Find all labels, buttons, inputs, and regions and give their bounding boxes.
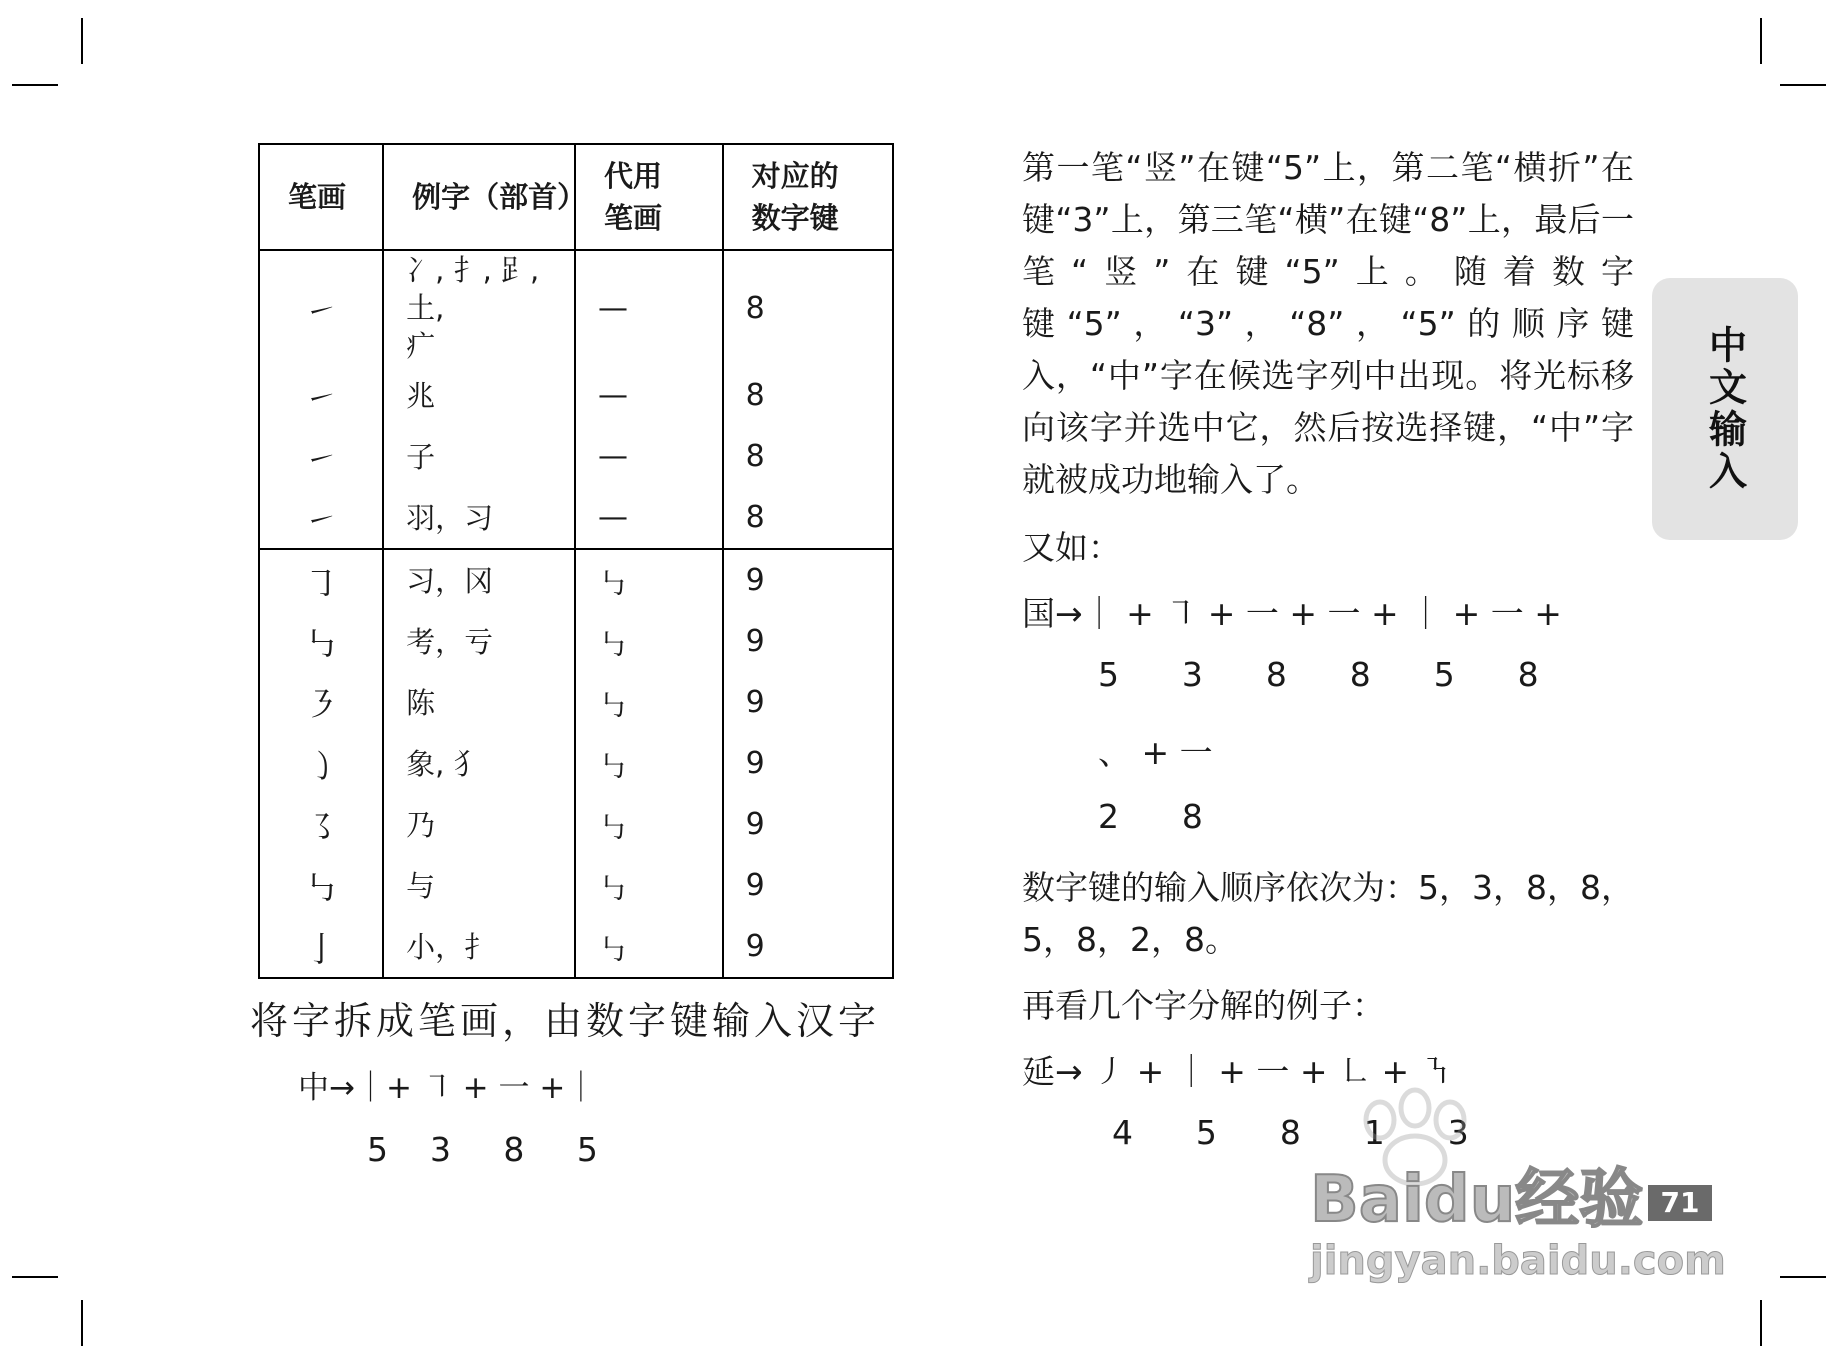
table-row (259, 487, 893, 549)
alt-stroke-cell: ㇉ (575, 794, 723, 855)
stroke-cell: ㇉ (259, 855, 383, 916)
chapter-side-tab (1652, 278, 1798, 540)
stroke-cell: ㇀ (259, 365, 383, 426)
also-label: 又如： (1022, 528, 1121, 567)
guo-digits-2: 2 8 (1098, 797, 1203, 836)
number-key-cell: 9 (723, 794, 893, 855)
table-row (259, 733, 893, 794)
section-title: 将字拆成笔画，由数字键输入汉字 (250, 999, 881, 1043)
stroke-cell: 亅 (259, 916, 383, 978)
example-cell: 陈 (383, 672, 575, 733)
page-number: 71 (1648, 1185, 1712, 1221)
example-cell: 小，扌 (383, 916, 575, 978)
alt-stroke-cell: — (575, 426, 723, 487)
table-row (259, 426, 893, 487)
number-key-cell: 9 (723, 733, 893, 794)
alt-stroke-cell: ㇉ (575, 855, 723, 916)
example-cell: 子 (383, 426, 575, 487)
header-number-key: 对应的 数字键 (723, 144, 893, 250)
table-row (259, 549, 893, 611)
table-row (259, 365, 893, 426)
crop-mark (81, 18, 83, 64)
example-cell: 兆 (383, 365, 575, 426)
number-key-cell: 8 (723, 487, 893, 549)
stroke-cell: ㇀ (259, 426, 383, 487)
table-row (259, 855, 893, 916)
example-cell: 冫, 扌, 𧾷, 土, 疒 (383, 250, 575, 365)
stroke-cell: ㇁ (259, 733, 383, 794)
stroke-cell: ㇋ (259, 672, 383, 733)
table-row (259, 916, 893, 978)
number-key-cell: 8 (723, 250, 893, 365)
crop-mark (1760, 18, 1762, 64)
crop-mark (1780, 1276, 1826, 1278)
alt-stroke-cell: ㇉ (575, 916, 723, 978)
alt-stroke-cell: ㇉ (575, 733, 723, 794)
example-digits: 5 3 8 5 (367, 1130, 598, 1169)
paragraph-explanation: 第一笔“竖”在键“5”上，第二笔“横折”在键“3”上，第三笔“横”在键“8”上，最后一笔“竖”在键“5”上。随着数字键“5”，“3”，“8”，“5”的顺序键入，“中”字在候选字列中出现。将光标移向该字并选中它，然后按选择键，“中”字就被成功地输入了。 (1022, 148, 1634, 499)
example-cell: 考，亏 (383, 611, 575, 672)
example-formula: 中→｜+ ㇕ + 一 +｜ (298, 1070, 597, 1106)
number-key-cell: 9 (723, 855, 893, 916)
table-body (259, 250, 893, 978)
guo-formula-2: 、 + 一 (1098, 733, 1213, 772)
table-row (259, 611, 893, 672)
yan-digits: 4 5 8 1 3 (1112, 1113, 1469, 1152)
crop-mark (12, 1276, 58, 1278)
stroke-cell: ㇀ (259, 250, 383, 365)
table-row (259, 794, 893, 855)
alt-stroke-cell: ㇉ (575, 611, 723, 672)
watermark-brand: Baidu经验 (1310, 1163, 1644, 1237)
stroke-cell: ㇀ (259, 487, 383, 549)
example-cell: 象, 犭 (383, 733, 575, 794)
example-cell: 与 (383, 855, 575, 916)
number-key-cell: 9 (723, 916, 893, 978)
guo-formula: 国→｜ + ㇕ + 一 + 一 + ｜ + 一 + (1022, 594, 1562, 633)
example-cell: 乃 (383, 794, 575, 855)
example-cell: 习，冈 (383, 549, 575, 611)
alt-stroke-cell: — (575, 487, 723, 549)
header-stroke: 笔画 (259, 144, 383, 250)
sequence-text: 数字键的输入顺序依次为：5，3，8，8，5，8，2，8。 (1022, 868, 1634, 959)
table-row (259, 672, 893, 733)
number-key-cell: 9 (723, 672, 893, 733)
stroke-cell: ㇉ (259, 611, 383, 672)
stroke-cell: ㇆ (259, 549, 383, 611)
alt-stroke-cell: ㇉ (575, 549, 723, 611)
alt-stroke-cell: ㇉ (575, 672, 723, 733)
stroke-table (258, 143, 894, 979)
header-alt-stroke: 代用 笔画 (575, 144, 723, 250)
stroke-cell: ㇌ (259, 794, 383, 855)
side-tab-label: 中文输入 (1702, 325, 1747, 493)
guo-digits-1: 5 3 8 8 5 8 (1098, 655, 1539, 694)
crop-mark (12, 84, 58, 86)
more-label: 再看几个字分解的例子： (1022, 986, 1385, 1025)
crop-mark (81, 1300, 83, 1346)
crop-mark (1780, 84, 1826, 86)
example-cell: 羽，习 (383, 487, 575, 549)
table-row (259, 250, 893, 365)
yan-formula: 延→ ㇓ + ｜ + 一 + ㇗ + ㇎ (1022, 1052, 1453, 1091)
number-key-cell: 9 (723, 549, 893, 611)
number-key-cell: 8 (723, 426, 893, 487)
alt-stroke-cell: — (575, 250, 723, 365)
number-key-cell: 8 (723, 365, 893, 426)
alt-stroke-cell: — (575, 365, 723, 426)
header-examples: 例字（部首） (383, 144, 575, 250)
number-key-cell: 9 (723, 611, 893, 672)
watermark-url: jingyan.baidu.com (1310, 1238, 1726, 1284)
crop-mark (1760, 1300, 1762, 1346)
